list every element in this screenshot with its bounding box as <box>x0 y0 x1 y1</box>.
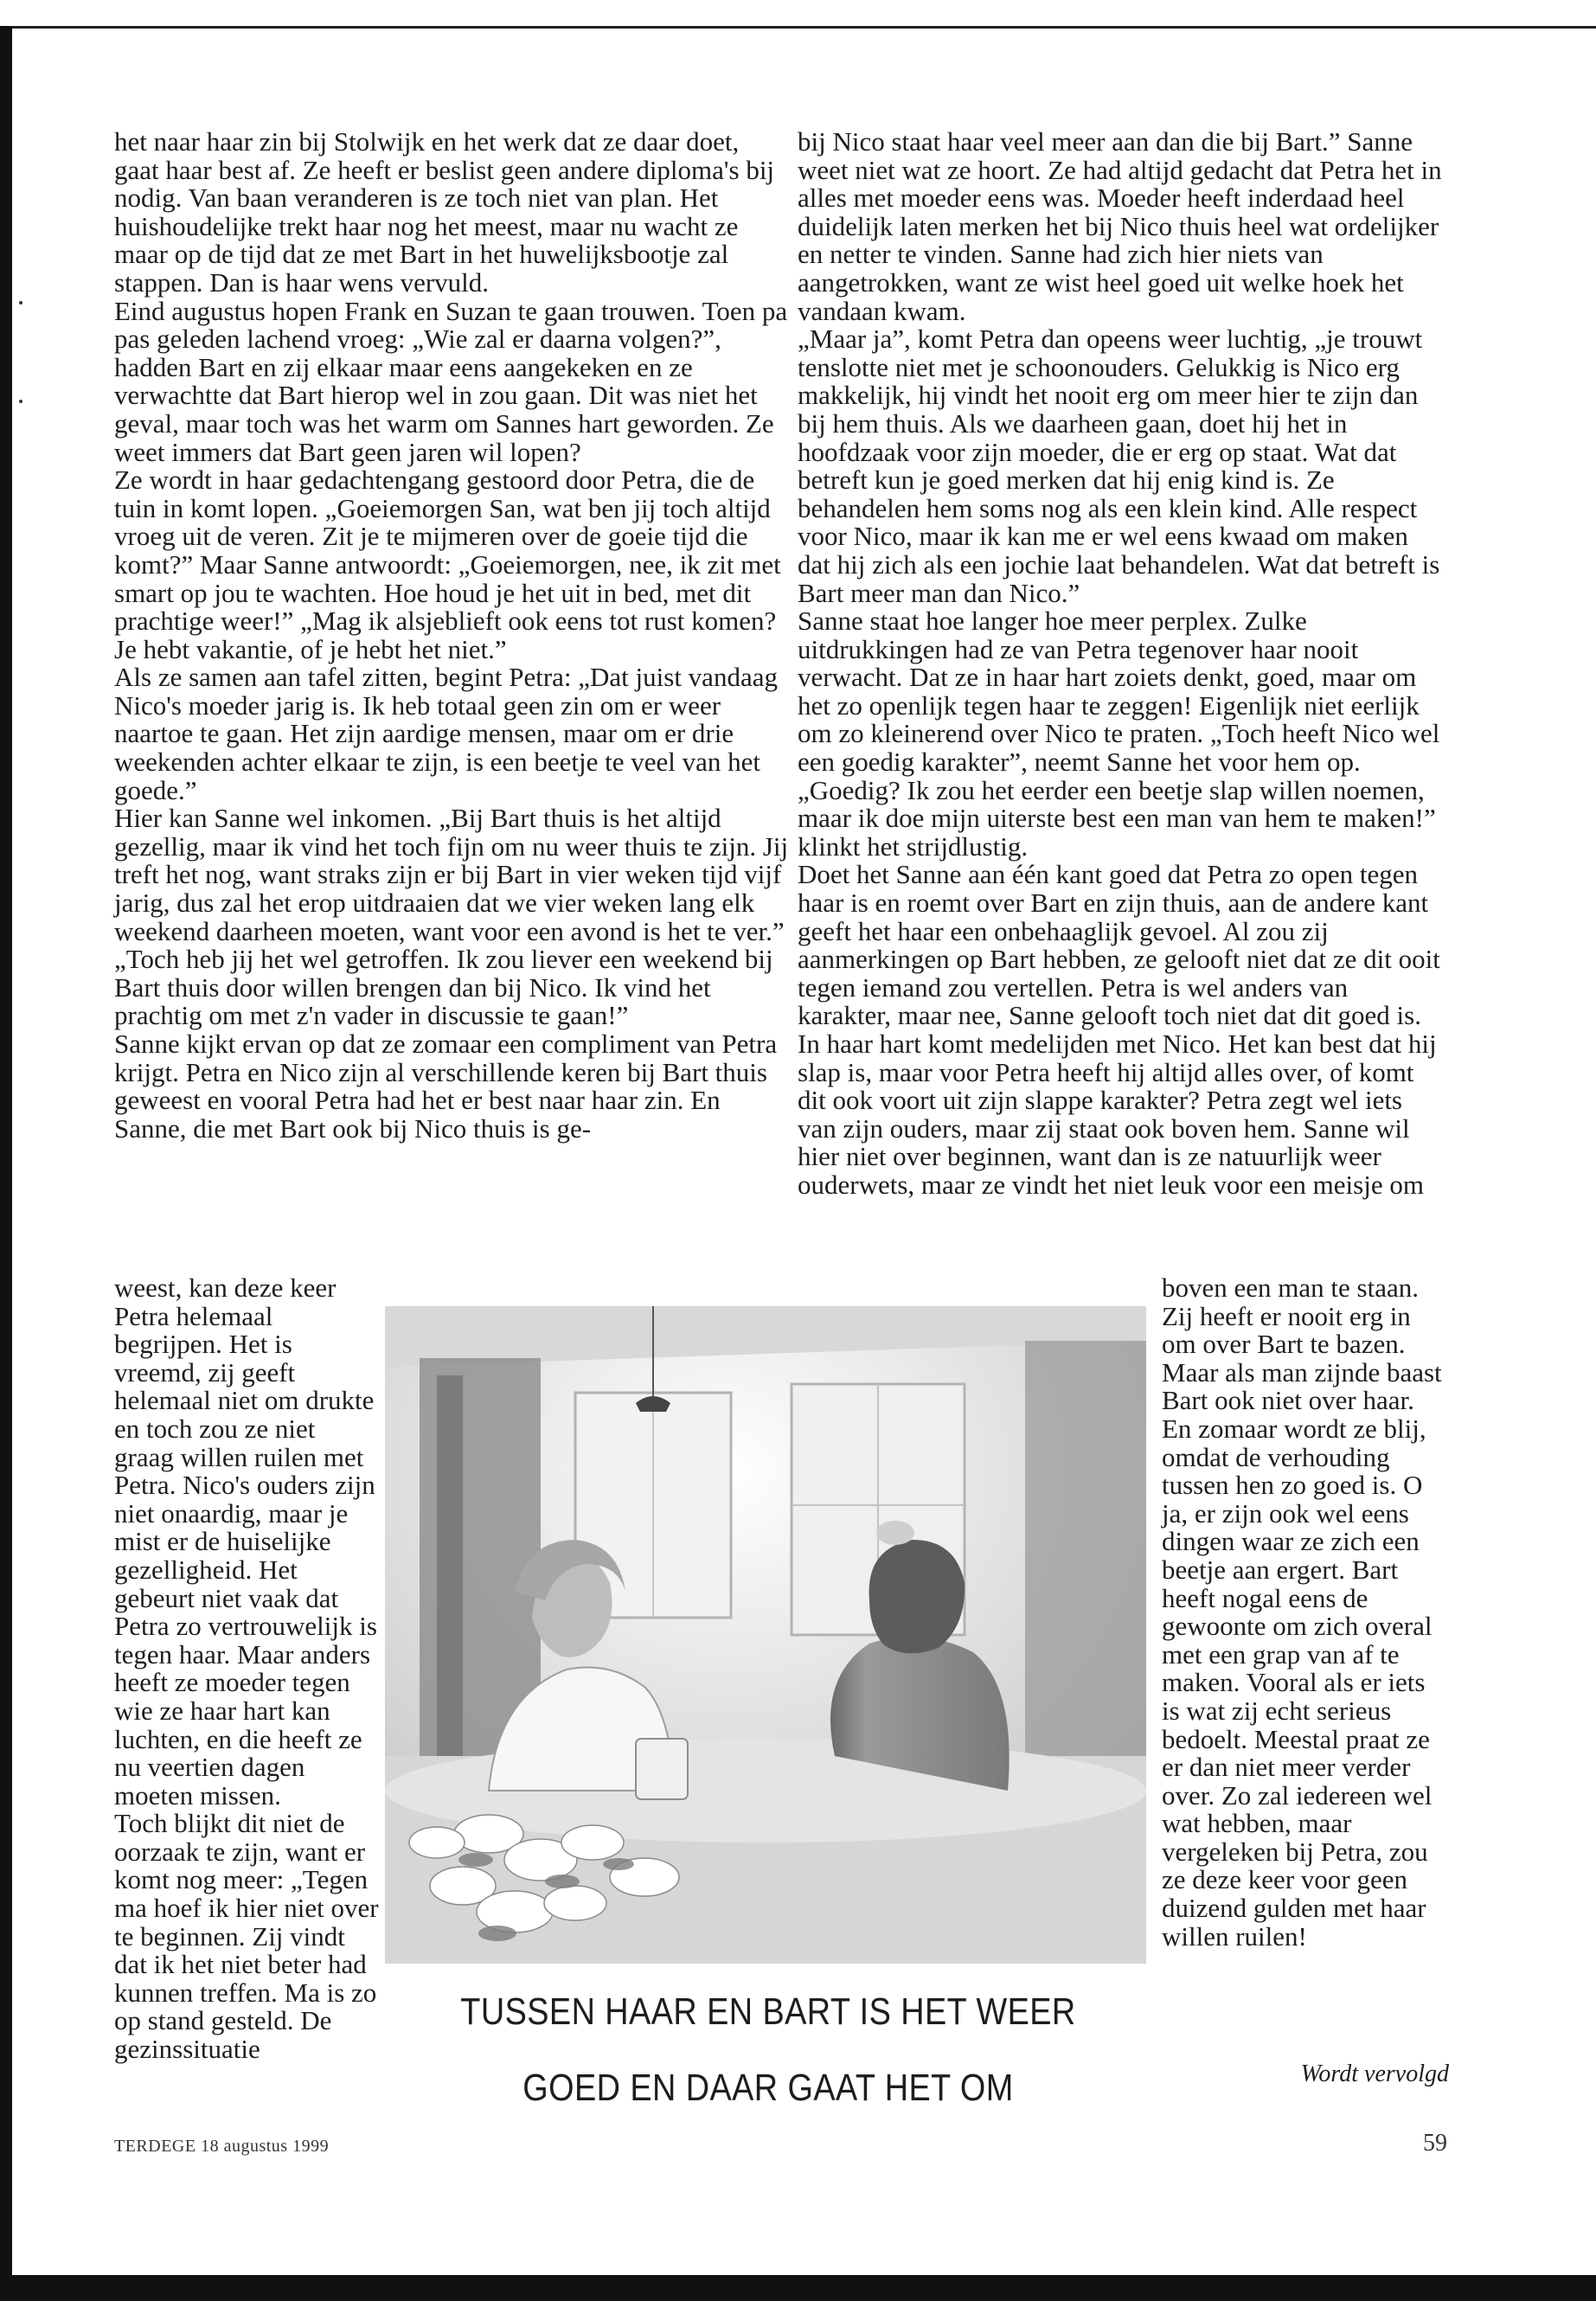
page-border-top <box>0 26 1596 29</box>
article-text-right-top: bij Nico staat haar veel meer aan dan die bij Bart.” Sanne weet niet wat ze hoort. Ze had altijd gedacht dat Petra het in alles met moeder eens was. Moeder heeft inderdaad heel duidelijk laten merken het bij Nico thuis heel wat ordelijker en netter te vinden. Sanne had zich hier niets van aangetrokken, want ze wist heel goed uit welke hoek het vandaan kwam. „Maar ja”, komt Petra dan opeens weer luchtig, „je trouwt tenslotte niet met je schoonouders. Gelukkig is Nico erg makkelijk, hij vindt het nooit erg om meer hier te zijn dan bij hem thuis. Als we daarheen gaan, doet hij het in hoofdzaak voor zijn moeder, die er erg op staat. Wat dat betreft kun je goed merken dat hij enig kind is. Ze behandelen hem soms nog als een klein kind. Alle respect voor Nico, maar ik kan me er wel eens kwaad om maken dat hij zich als een jochie laat behandelen. Wat dat betreft is Bart meer man dan Nico.” Sanne staat hoe langer hoe meer perplex. Zulke uitdrukkingen had ze van Petra tegenover haar nooit verwacht. Dat ze in haar hart zoiets denkt, goed, maar om het zo openlijk tegen haar te zeggen! Eigenlijk niet eerlijk om zo kleinerend over Nico te praten. „Toch heeft Nico wel een goedig karakter”, neemt Sanne het voor hem op. „Goedig? Ik zou het eerder een beetje slap willen noemen, maar ik doe mijn uiterste best een man van hem te maken!” klinkt het strijdlustig. Doet het Sanne aan één kant goed dat Petra zo open tegen haar is en roemt over Bart en zijn thuis, aan de andere kant geeft het haar een onbehaaglijk gevoel. Al zou zij aanmerkingen op Bart hebben, ze gelooft niet dat ze dit ooit tegen iemand zou vertellen. Petra is wel anders van karakter, maar nee, Sanne gelooft toch niet dat dit goed is. In haar hart komt medelijden met Nico. Het kan best dat hij slap is, maar voor Petra heeft hij altijd alles over, of komt dit ook voort uit zijn slappe karakter? Petra zegt wel iets van zijn ouders, maar zij staat ook boven hem. Sanne wil hier niet over beginnen, want dan is ze natuurlijk weer ouderwets, maar ze vindt het niet leuk voor een meisje om <box>798 126 1442 1200</box>
article-text-right-narrow: boven een man te staan. Zij heeft er nooit erg in om over Bart te bazen. Maar als man zijnde baast Bart ook niet over haar. En zomaar wordt ze blij, omdat de verhouding tussen hen zo goed is. O ja, er zijn ook wel eens dingen waar ze zich een beetje aan ergert. Bart heeft nogal eens de gewoonte om zich overal met een grap van af te maken. Vooral als er iets is wat zij echt serieus bedoelt. Meestal praat ze er dan niet meer verder over. Zo zal iedereen wel wat hebben, maar vergeleken bij Petra, zou ze deze keer voor geen duizend gulden met haar willen ruilen! <box>1162 1272 1442 1952</box>
illustration-two-women-at-table <box>385 1306 1146 1964</box>
pull-quote-line-1: TUSSEN HAAR EN BART IS HET WEER <box>460 1990 1076 2033</box>
article-text-left-top: het naar haar zin bij Stolwijk en het werk dat ze daar doet, gaat haar best af. Ze heeft er beslist geen andere diploma's bij nodig. Van baan veranderen is ze toch niet van plan. Het huishoudelijke trekt haar nog het meest, maar nu wacht ze maar op de tijd dat ze met Bart in het huwelijksbootje zal stappen. Dan is haar wens vervuld. Eind augustus hopen Frank en Suzan te gaan trouwen. Toen pa pas geleden lachend vroeg: „Wie zal er daarna volgen?”, hadden Bart en zij elkaar maar eens aangekeken en ze verwachtte dat Bart hierop wel in zou gaan. Dit was niet het geval, maar toch was het warm om Sannes hart geworden. Ze weet immers dat Bart geen jaren wil lopen? Ze wordt in haar gedachtengang gestoord door Petra, die de tuin in komt lopen. „Goeiemorgen San, wat ben jij toch altijd vroeg uit de veren. Zit je te mijmeren over de goeie tijd die komt?” Maar Sanne antwoordt: „Goeiemorgen, nee, ik zit met smart op jou te wachten. Hoe houd je het uit in bed, met dit prachtige weer!” „Mag ik alsjeblieft ook eens tot rust komen? Je hebt vakantie, of je hebt het niet.” Als ze samen aan tafel zitten, begint Petra: „Dat juist vandaag Nico's moeder jarig is. Ik heb totaal geen zin om er weer naartoe te gaan. Het zijn aardige mensen, maar om er drie weekenden achter elkaar te zijn, is een beetje te veel van het goede.” Hier kan Sanne wel inkomen. „Bij Bart thuis is het altijd gezellig, maar ik vind het toch fijn om nu weer thuis te zijn. Jij treft het nog, want straks zijn er bij Bart in vier weken tijd vijf jarig, dus zal het erop uitdraaien dat we vier weken lang elk weekend daarheen moeten, want voor een avond is het te ver.” „Toch heb jij het wel getroffen. Ik zou liever een weekend bij Bart thuis door willen brengen dan bij Nico. Ik vind het prachtig om met z'n vader in discussie te gaan!” Sanne kijkt ervan op dat ze zomaar een compliment van Petra krijgt. Petra en Nico zijn al verschillende keren bij Bart thuis geweest en vooral Petra had het er best naar haar zin. En Sanne, die met Bart ook bij Nico thuis is ge- <box>114 126 789 1144</box>
pull-quote <box>441 1974 1096 2126</box>
margin-mark <box>19 301 22 304</box>
page-border-bottom <box>0 2275 1596 2301</box>
footer-magazine-issue: TERDEGE 18 augustus 1999 <box>114 2137 330 2156</box>
to-be-continued-label: Wordt vervolgd <box>1300 2061 1449 2087</box>
margin-mark <box>19 400 22 403</box>
article-text-left-narrow: weest, kan deze keer Petra helemaal begrijpen. Het is vreemd, zij geeft helemaal niet om drukte en toch zou ze niet graag willen ruilen met Petra. Nico's ouders zijn niet onaardig, maar je mist er de huiselijke gezelligheid. Het gebeurt niet vaak dat Petra zo vertrouwelijk is tegen haar. Maar anders heeft ze moeder tegen wie ze haar hart kan luchten, en die heeft ze nu veertien dagen moeten missen. Toch blijkt dit niet de oorzaak te zijn, want er komt nog meer: „Tegen ma hoef ik hier niet over te beginnen. Zij vindt dat ik het niet beter had kunnen treffen. Ma is zo op stand gesteld. De gezinssituatie <box>114 1272 379 2065</box>
pull-quote-line-2: GOED EN DAAR GAAT HET OM <box>522 2067 1014 2109</box>
page-border-left <box>0 26 12 2275</box>
page-number: 59 <box>1423 2130 1447 2157</box>
